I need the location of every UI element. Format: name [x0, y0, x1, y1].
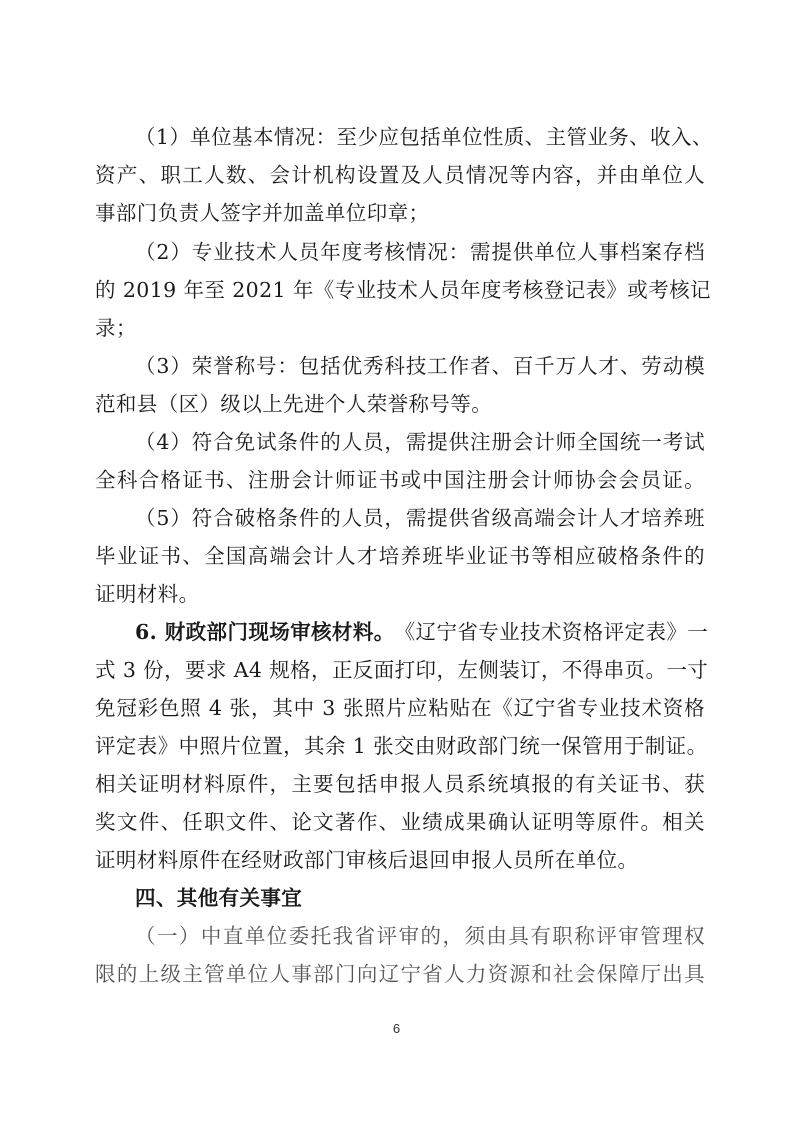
paragraph-4-line-1: （4）符合免试条件的人员，需提供注册会计师全国统一考试: [135, 430, 705, 454]
section-4-paragraph-1-line-1: （一）中直单位委托我省评审的，须由具有职称评审管理权: [135, 924, 705, 948]
paragraph-1-line-2: 资产、职工人数、会计机构设置及人员情况等内容，并由单位人: [95, 163, 705, 187]
section-6-line-7: 证明材料原件在经财政部门审核后退回申报人员所在单位。: [95, 848, 639, 872]
section-4-paragraph-1-line-2: 限的上级主管单位人事部门向辽宁省人力资源和社会保障厅出具: [95, 962, 705, 986]
section-6-line-1: [135, 617, 709, 647]
paragraph-3-line-1: （3）荣誉称号：包括优秀科技工作者、百千万人才、劳动模: [135, 354, 705, 378]
paragraph-5-line-2: 毕业证书、全国高端会计人才培养班毕业证书等相应破格条件的: [95, 544, 705, 568]
section-4-heading: 四、其他有关事宜: [135, 886, 303, 910]
section-6-line-2: 式 3 份，要求 A4 规格，正反面打印，左侧装订，不得串页。一寸: [95, 658, 709, 682]
paragraph-3-line-2: 范和县（区）级以上先进个人荣誉称号等。: [95, 392, 493, 416]
paragraph-1-line-3: 事部门负责人签字并加盖单位印章；: [95, 201, 430, 225]
section-6-heading: 6. 财政部门现场审核材料。: [135, 620, 395, 644]
paragraph-5-line-3: 证明材料。: [95, 582, 200, 606]
paragraph-2-line-3: 录；: [95, 316, 137, 340]
paragraph-4-line-2: 全科合格证书、注册会计师证书或中国注册会计师协会会员证。: [95, 468, 705, 492]
section-6-line-5: 相关证明材料原件，主要包括申报人员系统填报的有关证书、获: [95, 772, 705, 796]
section-6-line-1-text: 《辽宁省专业技术资格评定表》一: [394, 620, 709, 644]
paragraph-5-line-1: （5）符合破格条件的人员，需提供省级高端会计人才培养班: [135, 506, 705, 530]
paragraph-2-line-1: （2）专业技术人员年度考核情况：需提供单位人事档案存档: [135, 240, 705, 264]
section-6-line-6: 奖文件、任职文件、论文著作、业绩成果确认证明等原件。相关: [95, 810, 705, 834]
paragraph-1-line-1: （1）单位基本情况：至少应包括单位性质、主管业务、收入、: [135, 125, 713, 149]
section-6-line-4: 评定表》中照片位置，其余 1 张交由财政部门统一保管用于制证。: [95, 734, 708, 758]
page-number: 6: [392, 1021, 401, 1036]
section-6-line-3: 免冠彩色照 4 张，其中 3 张照片应粘贴在《辽宁省专业技术资格: [95, 696, 705, 720]
paragraph-2-line-2: 的 2019 年至 2021 年《专业技术人员年度考核登记表》或考核记: [95, 278, 711, 302]
